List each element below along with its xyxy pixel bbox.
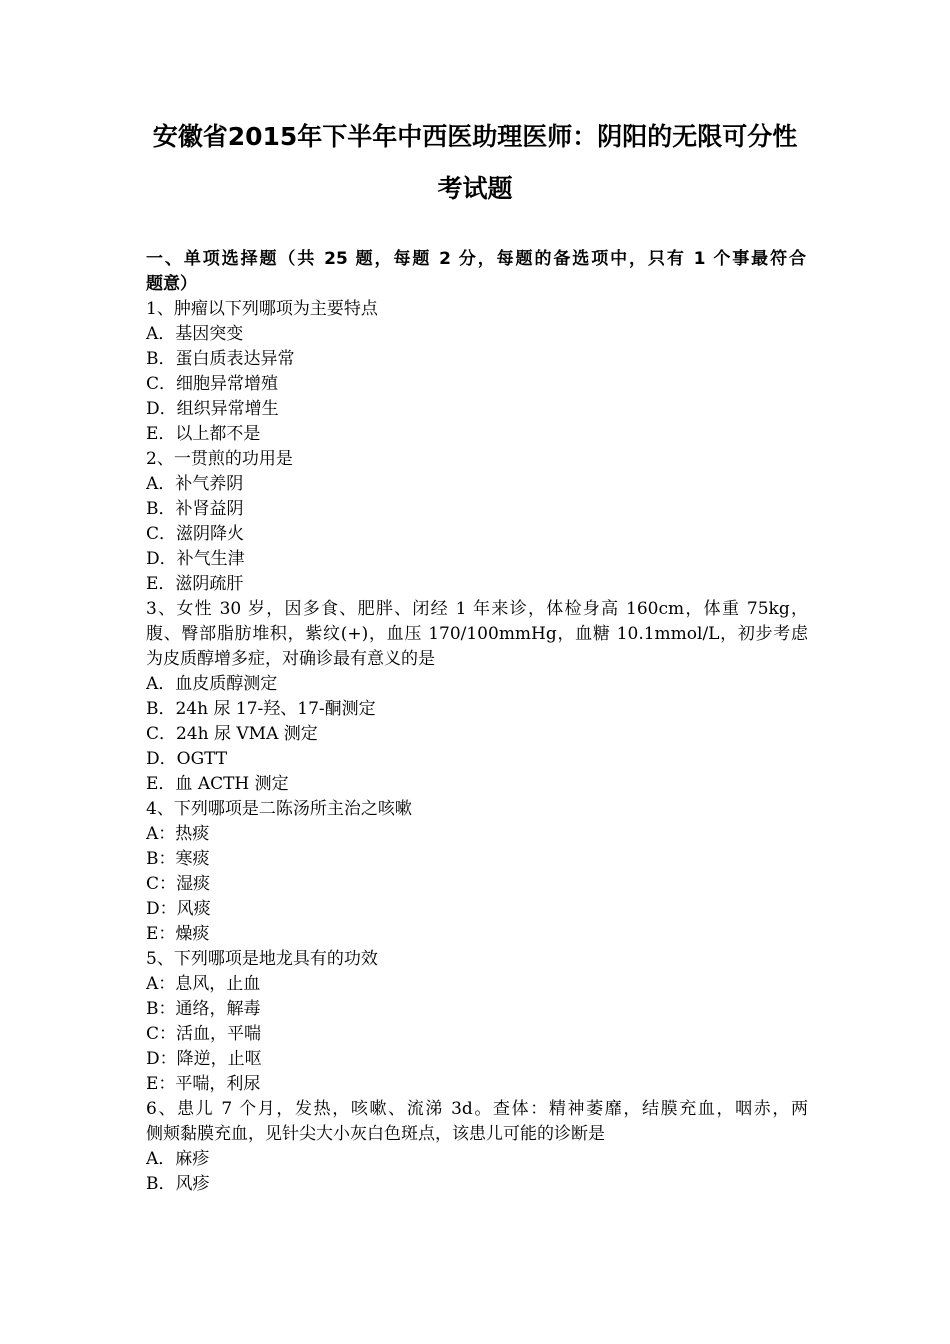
- question-text: 腹、臀部脂肪堆积，紫纹(+)，血压 170/100mmHg，血糖 10.1mmol/L，初步考虑: [146, 624, 808, 644]
- answer-option: B．补肾益阴: [146, 499, 244, 519]
- answer-option: E．滋阴疏肝: [146, 574, 244, 594]
- question-list: [146, 297, 808, 1197]
- answer-option: C：湿痰: [146, 874, 211, 894]
- answer-option: D．补气生津: [146, 549, 245, 569]
- answer-option: D．OGTT: [146, 749, 228, 769]
- question-text: 6、患儿 7 个月，发热，咳嗽、流涕 3d。查体：精神萎靡，结膜充血，咽赤，两: [146, 1099, 808, 1119]
- answer-option: B：寒痰: [146, 849, 210, 869]
- answer-option: E．以上都不是: [146, 424, 261, 444]
- answer-option: A．血皮质醇测定: [146, 674, 278, 694]
- section-heading: 一、单项选择题（共 25 题，每题 2 分，每题的备选项中，只有 1 个事最符合: [146, 249, 806, 269]
- question-text: 1、肿瘤以下列哪项为主要特点: [146, 299, 378, 319]
- answer-option: D．组织异常增生: [146, 399, 279, 419]
- question-text: 3、女性 30 岁，因多食、肥胖、闭经 1 年来诊，体检身高 160cm，体重 75kg，: [146, 599, 808, 619]
- answer-option: A：息风，止血: [146, 974, 261, 994]
- answer-option: C．滋阴降火: [146, 524, 245, 544]
- answer-option: D：风痰: [146, 899, 211, 919]
- question-text: 5、下列哪项是地龙具有的功效: [146, 949, 378, 969]
- question-text: 为皮质醇增多症，对确诊最有意义的是: [146, 649, 435, 669]
- answer-option: E．血 ACTH 测定: [146, 774, 289, 794]
- answer-option: E：平喘，利尿: [146, 1074, 261, 1094]
- answer-option: B．24h 尿 17-羟、17-酮测定: [146, 699, 376, 719]
- answer-option: A．基因突变: [146, 324, 244, 344]
- page-title-line2: 考试题: [437, 174, 513, 203]
- page-title-line1: 安徽省2015年下半年中西医助理医师：阴阳的无限可分性: [152, 122, 798, 151]
- answer-option: A：热痰: [146, 824, 210, 844]
- answer-option: A．麻疹: [146, 1149, 210, 1169]
- question-text: 4、下列哪项是二陈汤所主治之咳嗽: [146, 799, 412, 819]
- answer-option: B．蛋白质表达异常: [146, 349, 295, 369]
- answer-option: D：降逆，止呕: [146, 1049, 262, 1069]
- answer-option: E：燥痰: [146, 924, 210, 944]
- answer-option: C．24h 尿 VMA 测定: [146, 724, 318, 744]
- answer-option: B：通络，解毒: [146, 999, 261, 1019]
- answer-option: C：活血，平喘: [146, 1024, 262, 1044]
- answer-option: B．风疹: [146, 1174, 210, 1194]
- question-text: 侧颊黏膜充血，见针尖大小灰白色斑点，该患儿可能的诊断是: [146, 1124, 605, 1144]
- answer-option: C．细胞异常增殖: [146, 374, 279, 394]
- answer-option: A．补气养阴: [146, 474, 244, 494]
- question-text: 2、一贯煎的功用是: [146, 449, 293, 469]
- section-heading-continued: 题意）: [146, 274, 197, 294]
